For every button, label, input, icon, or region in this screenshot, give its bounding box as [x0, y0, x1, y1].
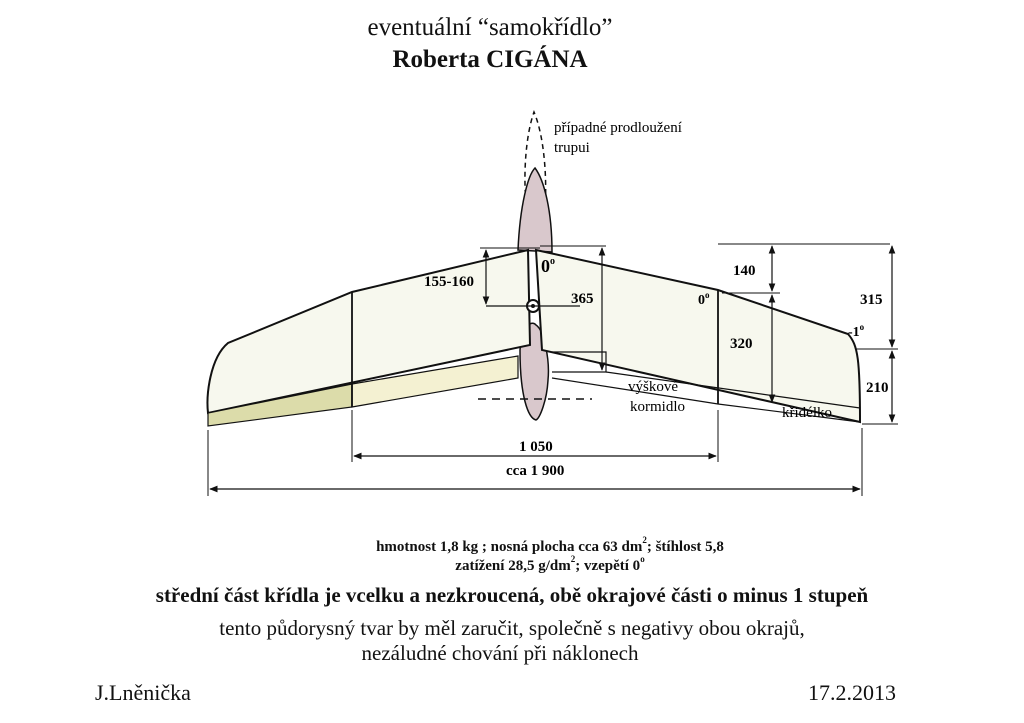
right-wing	[536, 250, 860, 422]
note-line-2: tento půdorysný tvar by měl zaručit, společně s negativy obou okrajů,	[219, 616, 805, 640]
label-elevator-1: výškové	[628, 379, 678, 395]
label-zero-mid: 0$^o$	[698, 290, 710, 308]
label-fuselage-ext-2: trupui	[554, 140, 590, 156]
note-line-3: nezáludné chování při náklonech	[361, 641, 639, 665]
specs-line-1: hmotnost 1,8 kg ; nosná plocha cca 63 $dm^2$; štíhlost 5,8	[376, 535, 724, 555]
label-minus1: -1$^o$	[848, 322, 865, 340]
label-elevator-2: kormidlo	[630, 399, 685, 415]
label-span-mid: 1 050	[519, 439, 553, 455]
label-span-total: cca 1 900	[506, 463, 565, 479]
label-zero-root: 0$^o$	[541, 256, 555, 276]
specs-line-2: zatížení 28,5 $g/dm^2$; vzepětí 0$^o$	[455, 554, 645, 574]
date: 17.2.2013	[808, 680, 896, 705]
fuselage-front	[518, 168, 552, 252]
label-dim-320: 320	[730, 336, 753, 352]
label-aileron: křidélko	[782, 405, 832, 421]
label-fuselage-ext: případné prodloužení	[554, 120, 682, 136]
title-line-1: eventuální “samokřídlo”	[367, 14, 613, 41]
label-dim-155: 155-160	[424, 274, 474, 290]
label-dim-315: 315	[860, 292, 883, 308]
label-dim-210: 210	[866, 380, 889, 396]
title-line-2: Roberta CIGÁNA	[392, 46, 588, 73]
author: J.Lněnička	[95, 680, 191, 705]
label-dim-140: 140	[733, 263, 756, 279]
label-dim-365: 365	[571, 291, 594, 307]
note-line-1: střední část křídla je vcelku a nezkroucená, obě okrajové části o minus 1 stupeň	[155, 583, 869, 607]
